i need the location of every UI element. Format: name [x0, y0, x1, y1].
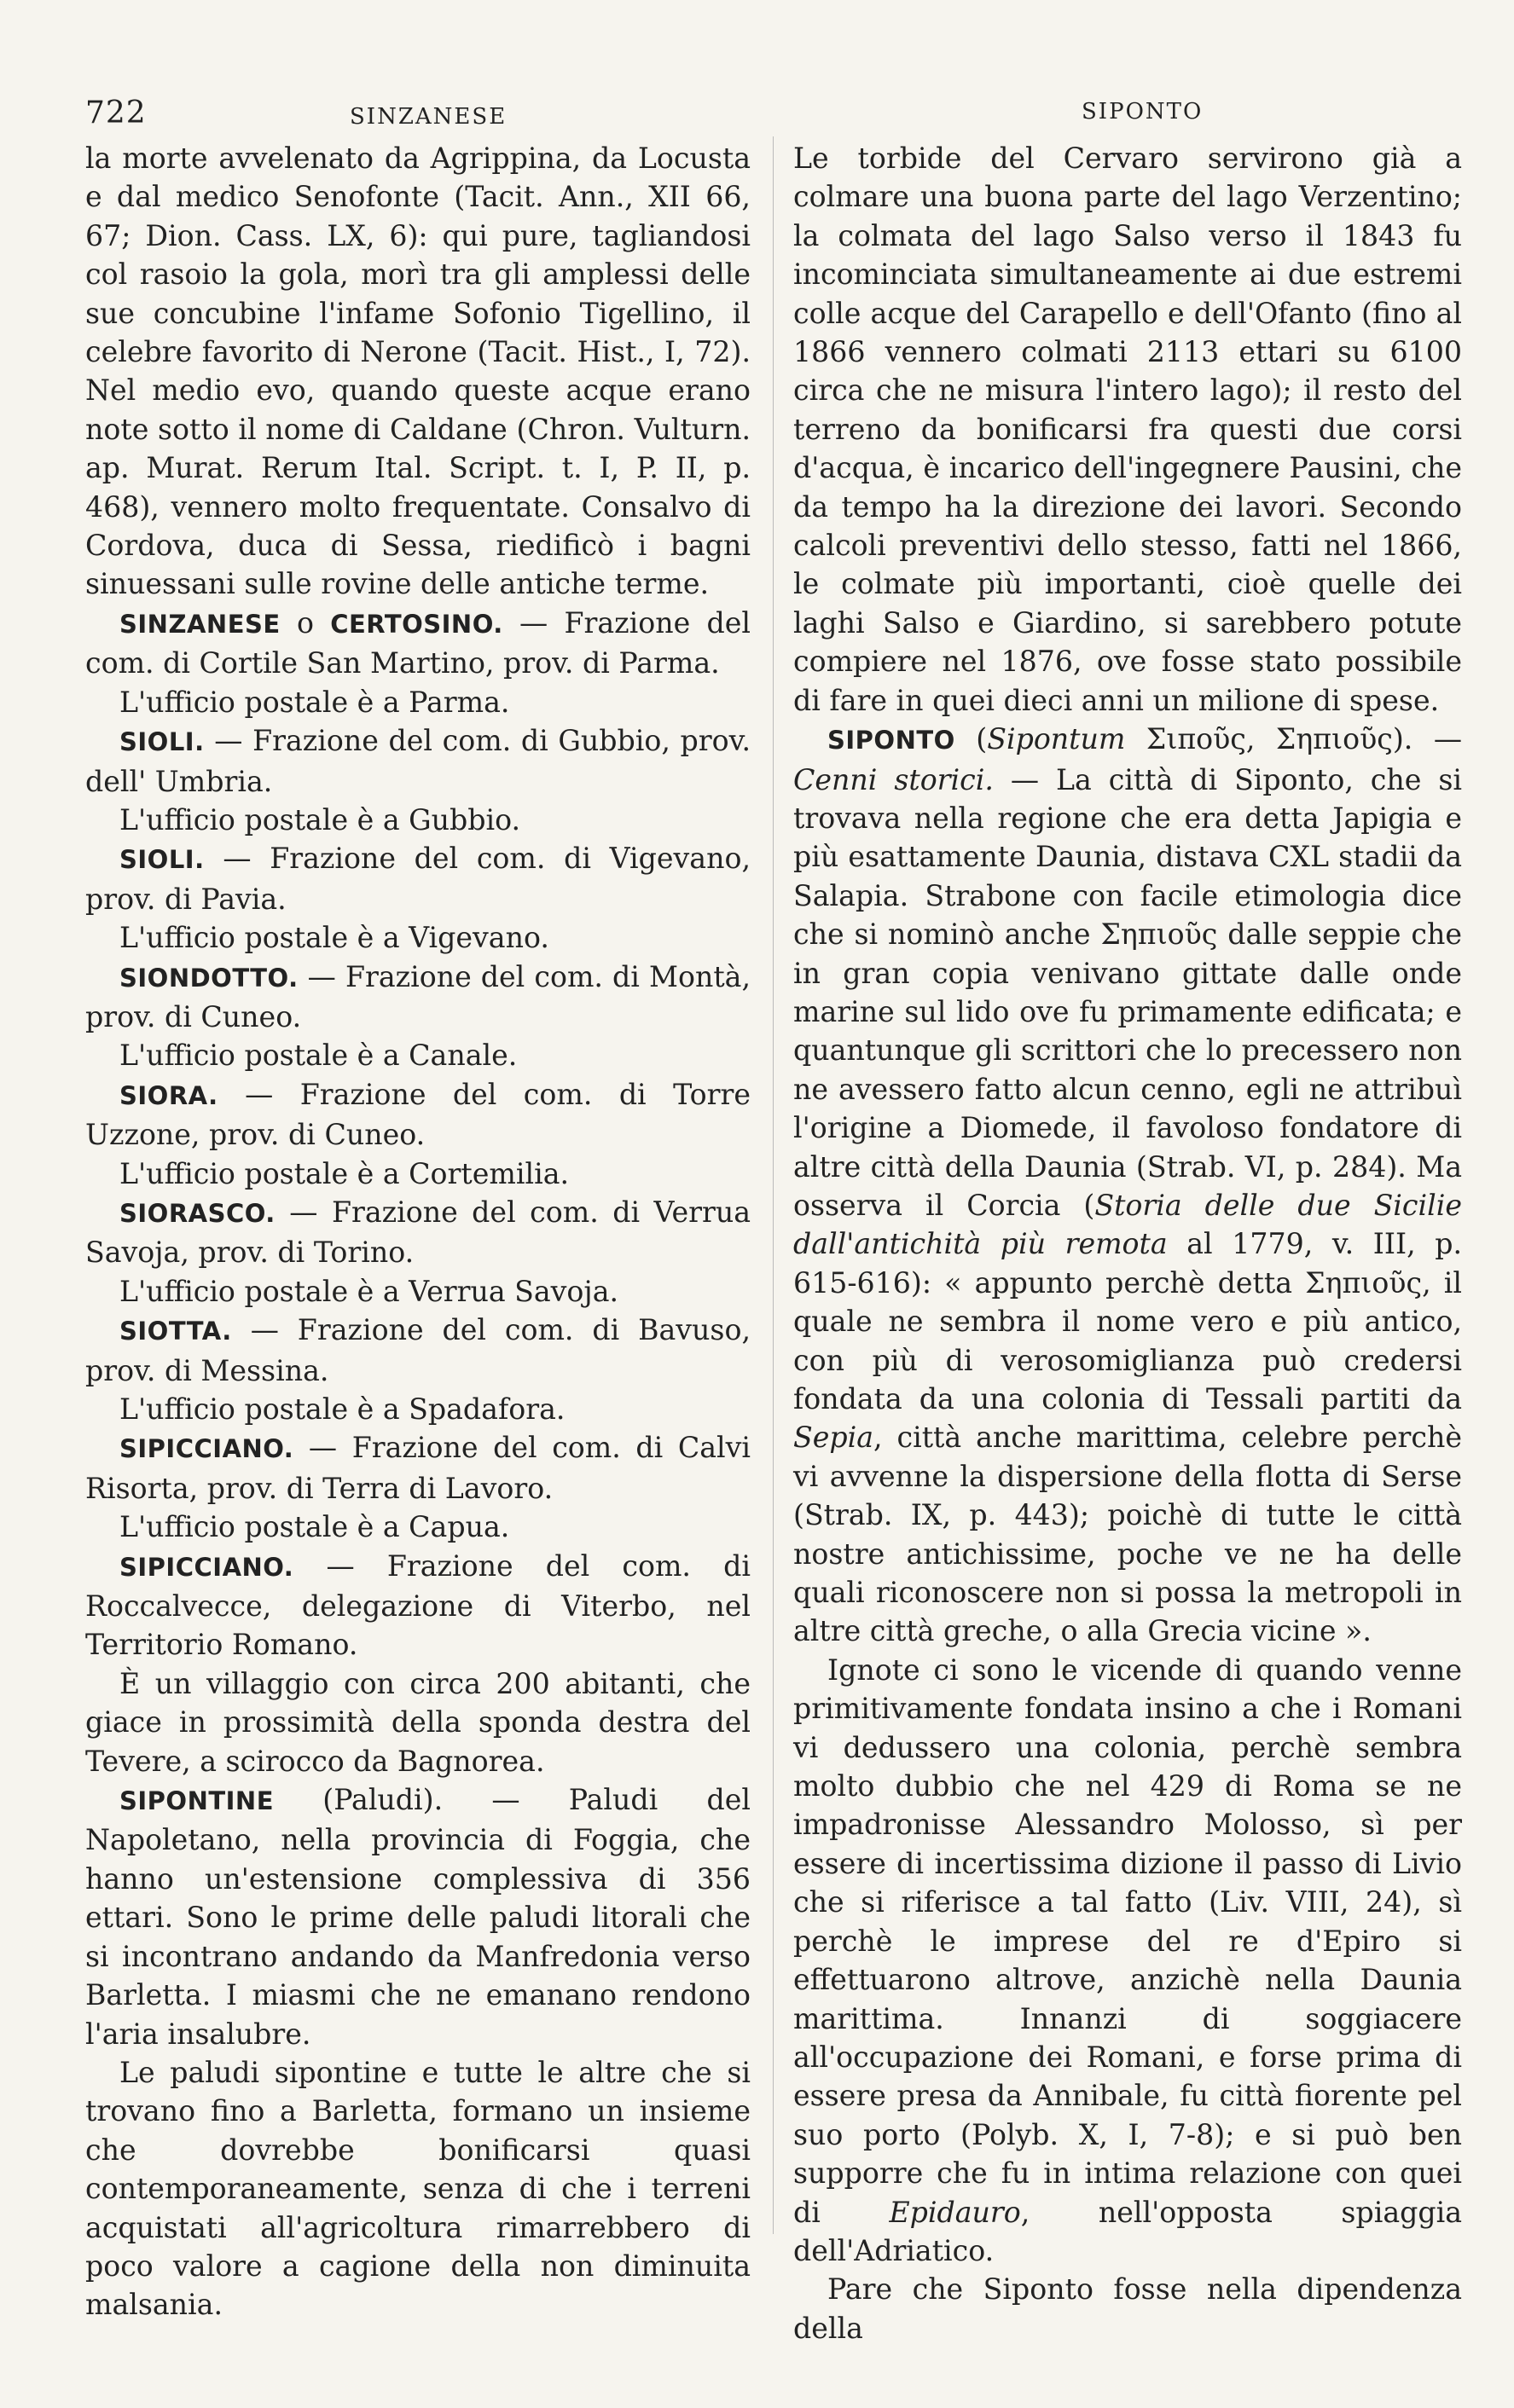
- right-column: [793, 139, 1462, 2347]
- greek-name: Σηπιοῦς: [1100, 917, 1218, 952]
- headword: SIOLI.: [119, 845, 205, 875]
- entry-paragraph: Pare che Siponto fosse nella dipendenza della: [793, 2272, 1462, 2345]
- entry-siora: SIORA. — Frazione del com. di Torre Uzzone, prov. di Cuneo.: [85, 1077, 751, 1152]
- headword: SINZANESE: [119, 609, 281, 639]
- headword: SIORA.: [119, 1080, 218, 1110]
- post-office-line: L'ufficio postale è a Parma.: [119, 685, 510, 719]
- place-name: Epidauro: [889, 2195, 1021, 2229]
- left-column: [85, 139, 751, 2324]
- headword-alt: CERTOSINO.: [330, 609, 503, 639]
- headword: SIORASCO.: [119, 1198, 276, 1228]
- headword: SIOTTA.: [119, 1317, 232, 1346]
- entry-siondotto: SIONDOTTO. — Frazione del com. di Montà, prov. di Cuneo.: [85, 959, 751, 1033]
- headword: SIPONTINE: [119, 1786, 275, 1816]
- entry-sipicciano-roccalvecce: SIPICCIANO. — Frazione del com. di Roccalvecce, delegazione di Viterbo, nel Territorio Romano.: [85, 1548, 751, 1662]
- headword: SIPONTO: [827, 726, 955, 755]
- headword: SIONDOTTO.: [119, 963, 299, 993]
- greek-name: Σιποῦς, Σηπιοῦς: [1125, 722, 1393, 756]
- entry-paragraph: È un villaggio con circa 200 abitanti, che giace in prossimità della sponda destra del Tevere, a scirocco da Bagnorea.: [85, 1666, 751, 1778]
- cited-work-title: Storia delle due Sicilie dall'antichità più remota: [793, 1188, 1462, 1261]
- entry-siotta: SIOTTA. — Frazione del com. di Bavuso, prov. di Messina.: [85, 1313, 751, 1387]
- greek-name: Σηπιοῦς: [1305, 1265, 1423, 1300]
- post-office-line: L'ufficio postale è a Gubbio.: [119, 802, 521, 836]
- entry-sinzanese: SINZANESE o CERTOSINO. — Frazione del com. di Cortile San Martino, prov. di Parma.: [85, 605, 751, 680]
- entry-siorasco: SIORASCO. — Frazione del com. di Verrua Savoja, prov. di Torino.: [85, 1195, 751, 1270]
- page-number: 722: [85, 96, 147, 130]
- place-name: Sepia: [793, 1421, 874, 1455]
- latin-name: Sipontum: [987, 722, 1126, 756]
- entry-sipicciano-calvi: SIPICCIANO. — Frazione del com. di Calvi Risorta, prov. di Terra di Lavoro.: [85, 1431, 751, 1505]
- entry-paragraph: Ignote ci sono le vicende di quando venne primitivamente fondata insino a che i Romani vi dedussero una colonia, perchè sembra molto dubbio che nel 429 di Roma se ne impadronisse Alessandro Molosso, sì per essere di incertissima dizione il passo di Livio che si riferisce a tal fatto (Liv. VIII, 24), sì perchè le imprese del re d'Epiro si effettuarono altrove, anzichè nella Daunia marittima. Innanzi di soggiacere all'occupazione dei Romani, e forse prima di essere presa da Annibale, fu città fiorente pel suo porto (Polyb. X, I, 7-8); e si può ben supporre che fu in intima relazione con quei di Epidauro, nell'opposta spiaggia dell'Adriatico.: [793, 1653, 1462, 2267]
- entry-siponto: SIPONTO (Sipontum Σιποῦς, Σηπιοῦς). — Cenni storici. — La città di Siponto, che si trovava nella regione che era detta Japigia e più esattamente Daunia, distava CXL stadii da Salapia. Strabone con facile etimologia dice che si nominò anche Σηπιοῦς dalle seppie che in gran copia venivano gittate dalle onde marine sul lido ove fu primamente edificata; e quantunque gli scrittori che lo precessero non ne avessero fatto alcun cenno, egli ne attribuì l'origine a Diomede, il favoloso fondatore di altre città della Daunia (Strab. VI, p. 284). Ma osserva il Corcia (Storia delle due Sicilie dall'antichità più remota al 1779, v. III, p. 615-616): « appunto perchè detta Σηπιοῦς, il quale ne sembra il nome vero e più antico, con più di verosomiglianza può credersi fondata da una colonia di Tessali partiti da Sepia, città anche marittima, celebre perchè vi avvenne la dispersione della flotta di Serse (Strab. IX, p. 443); poichè di tutte le città nostre antichissime, poche ve ne ha delle quali riconoscere non si possa la metropoli in altre città greche, o alla Grecia vicine ».: [793, 722, 1463, 1648]
- post-office-line: L'ufficio postale è a Spadafora.: [119, 1392, 566, 1426]
- column-divider: [773, 136, 774, 2234]
- post-office-line: L'ufficio postale è a Capua.: [119, 1510, 510, 1544]
- continued-paragraph: la morte avvelenato da Agrippina, da Locusta e dal medico Senofonte (Tacit. Ann., XII 66, 67; Dion. Cass. LX, 6): qui pure, tagliandosi col rasoio la gola, morì tra gli amplessi delle sue concubine l'infame Sofonio Tigellino, il celebre favorito di Nerone (Tacit. Hist., I, 72). Nel medio evo, quando queste acque erano note sotto il nome di Caldane (Chron. Vulturn. ap. Murat. Rerum Ital. Script. t. I, P. II, p. 468), vennero molto frequentate. Consalvo di Cordova, duca di Sessa, riedificò i bagni sinuessani sulle rovine delle antiche terme.: [85, 142, 751, 601]
- entry-paragraph: Le paludi sipontine e tutte le altre che si trovano fino a Barletta, formano un insieme che dovrebbe bonificarsi quasi contemporaneamente, senza di che i terreni acquistati all'agricoltura rimarrebbero di poco valore a cagione della non diminuita malsania.: [85, 2055, 751, 2322]
- entry-sioli-vigevano: SIOLI. — Frazione del com. di Vigevano, prov. di Pavia.: [85, 842, 751, 916]
- headword: SIOLI.: [119, 727, 205, 757]
- running-head-right: SIPONTO: [1082, 99, 1204, 124]
- entry-sipontine: SIPONTINE (Paludi). — Paludi del Napoletano, nella provincia di Foggia, che hanno un'estensione complessiva di 356 ettari. Sono le prime delle paludi litorali che si incontrano andando da Manfredonia verso Barletta. I miasmi che ne emanano rendono l'aria insalubre.: [85, 1783, 751, 2051]
- continued-paragraph: Le torbide del Cervaro servirono già a colmare una buona parte del lago Verzentino; la colmata del lago Salso verso il 1843 fu incominciata simultaneamente ai due estremi colle acque del Carapello e dell'Ofanto (fino al 1866 vennero colmati 2113 ettari su 6100 circa che ne misura l'intero lago); il resto del terreno da bonificarsi fra questi due corsi d'acqua, è incarico dell'ingegnere Pausini, che da tempo ha la direzione dei lavori. Secondo calcoli preventivi dello stesso, fatti nel 1866, le colmate più importanti, cioè quelle dei laghi Salso e Giardino, si sarebbero potute compiere nel 1876, ove fosse stato possibile di fare in quei dieci anni un milione di spese.: [793, 142, 1462, 717]
- entry-sioli-gubbio: SIOLI. — Frazione del com. di Gubbio, prov. dell' Umbria.: [85, 724, 751, 798]
- headword: SIPICCIANO.: [119, 1552, 294, 1582]
- page-header: [0, 96, 1514, 130]
- running-head-left: SINZANESE: [350, 104, 508, 130]
- post-office-line: L'ufficio postale è a Verrua Savoja.: [119, 1274, 619, 1308]
- section-title: Cenni storici.: [793, 762, 994, 796]
- post-office-line: L'ufficio postale è a Cortemilia.: [119, 1156, 570, 1190]
- headword: SIPICCIANO.: [119, 1434, 294, 1464]
- post-office-line: L'ufficio postale è a Vigevano.: [119, 921, 549, 955]
- post-office-line: L'ufficio postale è a Canale.: [119, 1039, 518, 1073]
